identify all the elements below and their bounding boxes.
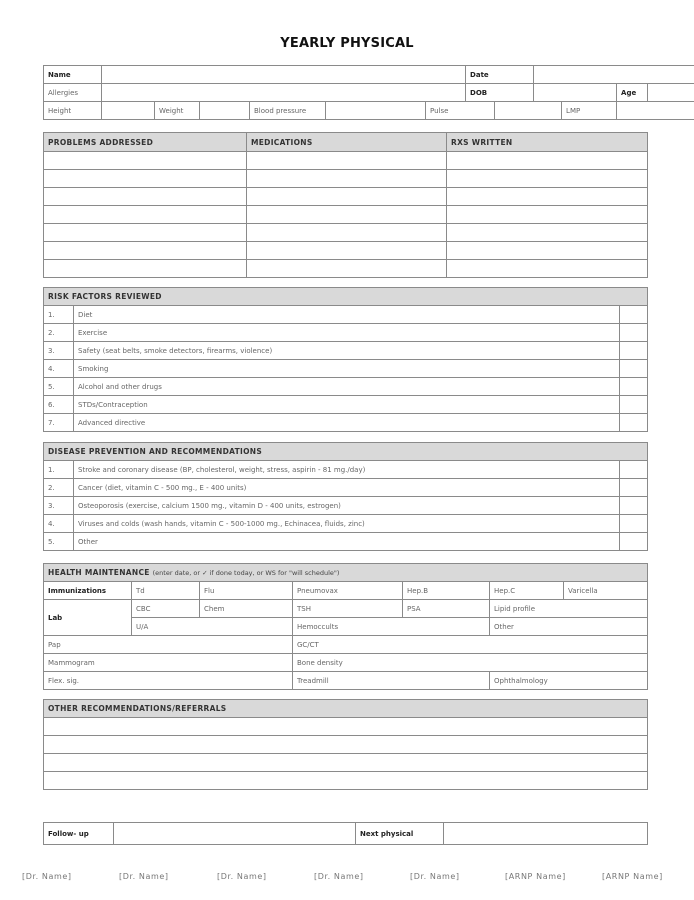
tsh-field[interactable]: TSH	[293, 600, 403, 618]
risk-item-exercise: Exercise	[74, 324, 620, 342]
problem-cell[interactable]	[44, 260, 247, 278]
risk-item-smoking: Smoking	[74, 360, 620, 378]
name-field[interactable]	[102, 66, 466, 84]
pap-field[interactable]: Pap	[44, 636, 293, 654]
item-number: 1.	[44, 461, 74, 479]
disease-item-cancer: Cancer (diet, vitamin C - 500 mg., E - 400 units)	[74, 479, 620, 497]
risk-item-safety: Safety (seat belts, smoke detectors, firearms, violence)	[74, 342, 620, 360]
table-row	[44, 224, 648, 242]
medication-cell[interactable]	[247, 224, 447, 242]
next-physical-field[interactable]	[444, 823, 648, 845]
medication-cell[interactable]	[247, 260, 447, 278]
allergies-field[interactable]	[102, 84, 466, 102]
lab-label: Lab	[44, 600, 132, 636]
disease-item-viruses: Viruses and colds (wash hands, vitamin C - 500-1000 mg., Echinacea, fluids, zinc)	[74, 515, 620, 533]
list-item	[44, 497, 648, 515]
risk-item-stds: STDs/Contraception	[74, 396, 620, 414]
check-cell[interactable]	[620, 324, 648, 342]
item-number: 3.	[44, 497, 74, 515]
name-label: Name	[44, 66, 102, 84]
chem-field[interactable]: Chem	[200, 600, 293, 618]
table-row	[44, 242, 648, 260]
list-item	[44, 342, 648, 360]
list-item	[44, 306, 648, 324]
table-row	[44, 206, 648, 224]
lmp-field[interactable]	[617, 102, 694, 120]
item-number: 4.	[44, 515, 74, 533]
health-maintenance-instructions: (enter date, or ✓ if done today, or WS for "will schedule")	[152, 569, 340, 577]
other-recommendations-header: OTHER RECOMMENDATIONS/REFERRALS	[44, 700, 648, 718]
cbc-field[interactable]: CBC	[132, 600, 200, 618]
list-item	[44, 378, 648, 396]
risk-item-diet: Diet	[74, 306, 620, 324]
follow-up-table	[43, 822, 648, 845]
doctor-name-3: [Dr. Name]	[217, 872, 267, 881]
item-number: 2.	[44, 479, 74, 497]
disease-prevention-table	[43, 442, 648, 551]
item-number: 6.	[44, 396, 74, 414]
flu-field[interactable]: Flu	[200, 582, 293, 600]
doctor-name-4: [Dr. Name]	[314, 872, 364, 881]
check-cell[interactable]	[620, 414, 648, 432]
table-row	[44, 170, 648, 188]
hep-c-field[interactable]: Hep.C	[490, 582, 564, 600]
check-cell[interactable]	[620, 533, 648, 551]
date-label: Date	[466, 66, 534, 84]
check-cell[interactable]	[620, 515, 648, 533]
ua-field[interactable]: U/A	[132, 618, 293, 636]
problems-addressed-header: PROBLEMS ADDRESSED	[44, 133, 247, 152]
dob-field[interactable]	[534, 84, 617, 102]
recommendation-line[interactable]	[44, 772, 648, 790]
blood-pressure-field[interactable]	[326, 102, 426, 120]
table-row	[44, 754, 648, 772]
check-cell[interactable]	[620, 306, 648, 324]
age-field[interactable]	[648, 84, 694, 102]
item-number: 7.	[44, 414, 74, 432]
next-physical-label: Next physical	[356, 823, 444, 845]
mammogram-field[interactable]: Mammogram	[44, 654, 293, 672]
immunizations-label: Immunizations	[44, 582, 132, 600]
arnp-name-1: [ARNP Name]	[505, 872, 566, 881]
medications-header: MEDICATIONS	[247, 133, 447, 152]
disease-item-osteoporosis: Osteoporosis (exercise, calcium 1500 mg., vitamin D - 400 units, estrogen)	[74, 497, 620, 515]
follow-up-label: Follow- up	[44, 823, 114, 845]
pulse-label: Pulse	[426, 102, 495, 120]
table-row	[44, 260, 648, 278]
weight-field[interactable]	[200, 102, 250, 120]
allergies-label: Allergies	[44, 84, 102, 102]
problem-cell[interactable]	[44, 152, 247, 170]
rx-cell[interactable]	[447, 242, 648, 260]
medication-cell[interactable]	[247, 206, 447, 224]
problem-cell[interactable]	[44, 188, 247, 206]
flex-sig-field[interactable]: Flex. sig.	[44, 672, 293, 690]
list-item	[44, 414, 648, 432]
problem-cell[interactable]	[44, 206, 247, 224]
risk-item-alcohol: Alcohol and other drugs	[74, 378, 620, 396]
risk-factors-header: RISK FACTORS REVIEWED	[44, 288, 648, 306]
list-item	[44, 515, 648, 533]
doctor-name-5: [Dr. Name]	[410, 872, 460, 881]
doctor-name-1: [Dr. Name]	[22, 872, 72, 881]
blood-pressure-label: Blood pressure	[250, 102, 326, 120]
medication-cell[interactable]	[247, 188, 447, 206]
list-item	[44, 396, 648, 414]
medication-cell[interactable]	[247, 152, 447, 170]
pulse-field[interactable]	[495, 102, 562, 120]
problem-cell[interactable]	[44, 224, 247, 242]
problems-medications-table	[43, 132, 648, 278]
health-maintenance-header	[44, 564, 648, 582]
hemoccults-field[interactable]: Hemoccults	[293, 618, 490, 636]
recommendation-line[interactable]	[44, 754, 648, 772]
ophthalmology-field[interactable]: Ophthalmology	[490, 672, 648, 690]
recommendation-line[interactable]	[44, 718, 648, 736]
psa-field[interactable]: PSA	[403, 600, 490, 618]
weight-label: Weight	[155, 102, 200, 120]
list-item	[44, 533, 648, 551]
risk-item-directive: Advanced directive	[74, 414, 620, 432]
check-cell[interactable]	[620, 396, 648, 414]
item-number: 1.	[44, 306, 74, 324]
patient-info-table	[43, 65, 694, 120]
disease-item-stroke: Stroke and coronary disease (BP, cholesterol, weight, stress, aspirin - 81 mg./day)	[74, 461, 620, 479]
dob-label: DOB	[466, 84, 534, 102]
height-label: Height	[44, 102, 102, 120]
pneumovax-field[interactable]: Pneumovax	[293, 582, 403, 600]
risk-factors-table	[43, 287, 648, 432]
item-number: 5.	[44, 378, 74, 396]
rx-cell[interactable]	[447, 188, 648, 206]
health-maintenance-table	[43, 563, 648, 690]
rx-cell[interactable]	[447, 170, 648, 188]
check-cell[interactable]	[620, 479, 648, 497]
check-cell[interactable]	[620, 342, 648, 360]
rx-cell[interactable]	[447, 206, 648, 224]
rx-cell[interactable]	[447, 260, 648, 278]
list-item	[44, 479, 648, 497]
hep-b-field[interactable]: Hep.B	[403, 582, 490, 600]
item-number: 4.	[44, 360, 74, 378]
lab-other-field[interactable]: Other	[490, 618, 648, 636]
arnp-name-2: [ARNP Name]	[602, 872, 663, 881]
page-title: YEARLY PHYSICAL	[280, 36, 414, 51]
varicella-field[interactable]: Varicella	[564, 582, 648, 600]
age-label: Age	[617, 84, 648, 102]
item-number: 5.	[44, 533, 74, 551]
table-row	[44, 772, 648, 790]
check-cell[interactable]	[620, 360, 648, 378]
follow-up-field[interactable]	[114, 823, 356, 845]
lmp-label: LMP	[562, 102, 617, 120]
check-cell[interactable]	[620, 378, 648, 396]
height-field[interactable]	[102, 102, 155, 120]
doctor-name-2: [Dr. Name]	[119, 872, 169, 881]
other-recommendations-table	[43, 699, 648, 790]
problem-cell[interactable]	[44, 242, 247, 260]
problem-cell[interactable]	[44, 170, 247, 188]
list-item	[44, 461, 648, 479]
rx-cell[interactable]	[447, 224, 648, 242]
rx-cell[interactable]	[447, 152, 648, 170]
item-number: 3.	[44, 342, 74, 360]
lipid-profile-field[interactable]: Lipid profile	[490, 600, 648, 618]
medication-cell[interactable]	[247, 170, 447, 188]
table-row	[44, 718, 648, 736]
recommendation-line[interactable]	[44, 736, 648, 754]
td-field[interactable]: Td	[132, 582, 200, 600]
gcct-field[interactable]: GC/CT	[293, 636, 648, 654]
list-item	[44, 360, 648, 378]
date-field[interactable]	[534, 66, 694, 84]
item-number: 2.	[44, 324, 74, 342]
list-item	[44, 324, 648, 342]
disease-item-other: Other	[74, 533, 620, 551]
rxs-written-header: RXS WRITTEN	[447, 133, 648, 152]
table-row	[44, 188, 648, 206]
disease-prevention-header: DISEASE PREVENTION AND RECOMMENDATIONS	[44, 443, 648, 461]
medication-cell[interactable]	[247, 242, 447, 260]
table-row	[44, 736, 648, 754]
check-cell[interactable]	[620, 461, 648, 479]
treadmill-field[interactable]: Treadmill	[293, 672, 490, 690]
check-cell[interactable]	[620, 497, 648, 515]
table-row	[44, 152, 648, 170]
bone-density-field[interactable]: Bone density	[293, 654, 648, 672]
health-maintenance-title: HEALTH MAINTENANCE	[48, 568, 150, 577]
